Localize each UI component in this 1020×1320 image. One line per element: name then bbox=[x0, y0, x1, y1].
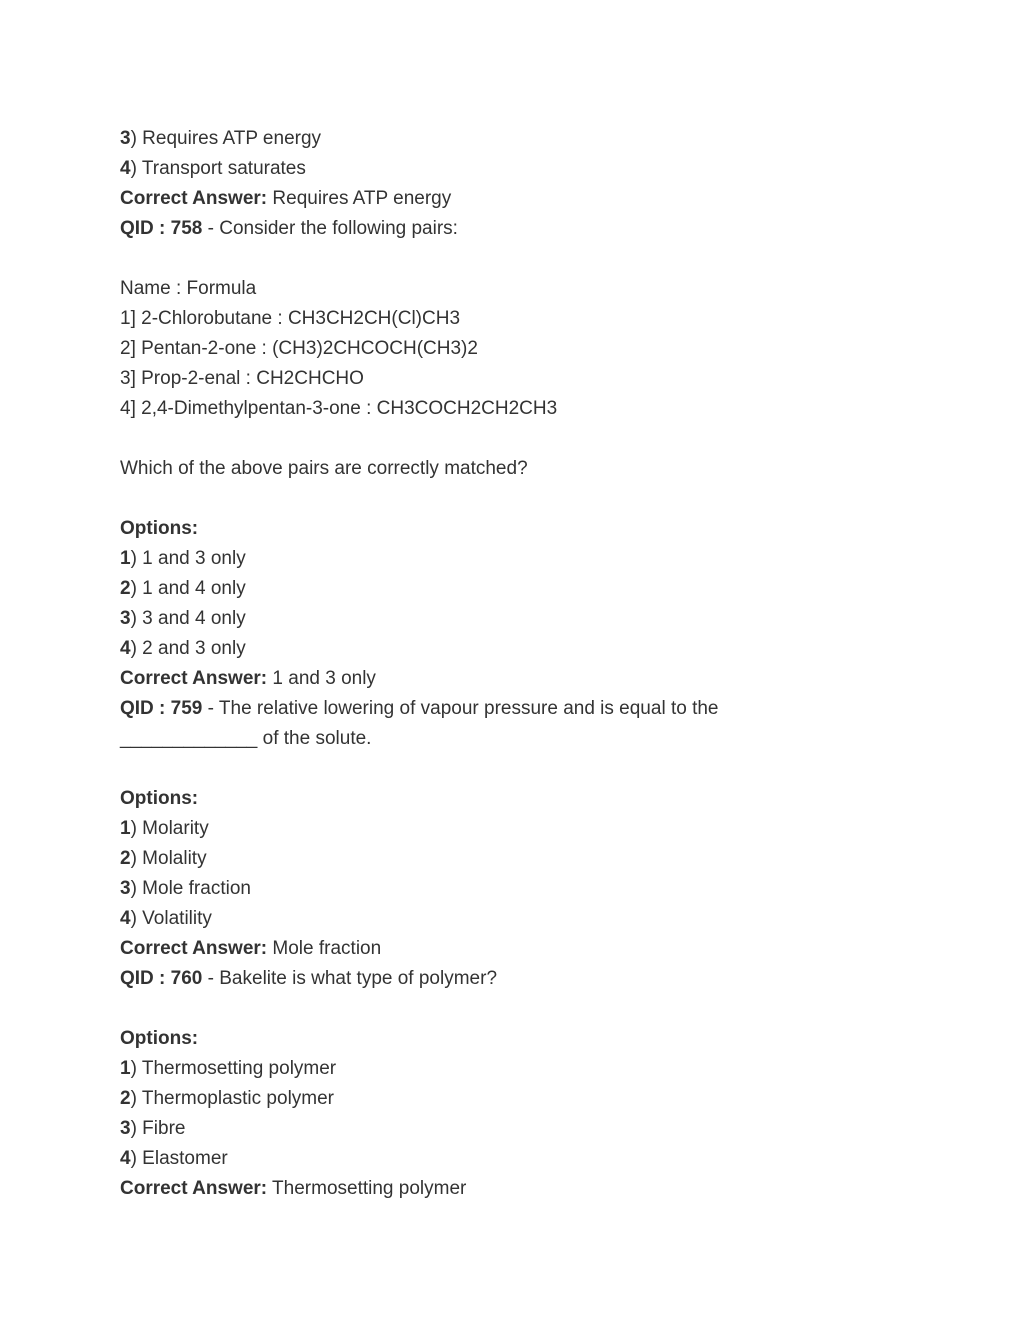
pair-item: 2] Pentan-2-one : (CH3)2CHCOCH(CH3)2 bbox=[120, 338, 478, 359]
option-line bbox=[120, 604, 900, 634]
options-label: Options: bbox=[120, 1028, 199, 1049]
option-text: ) Thermosetting polymer bbox=[130, 1058, 337, 1079]
qid-label: QID : 759 bbox=[120, 698, 203, 719]
blank-line bbox=[120, 754, 900, 784]
option-number: 4 bbox=[120, 908, 131, 929]
option-number: 4 bbox=[120, 158, 131, 179]
option-number: 2 bbox=[120, 848, 131, 869]
option-line bbox=[120, 634, 900, 664]
correct-answer-text: 1 and 3 only bbox=[267, 668, 376, 689]
option-line bbox=[120, 1084, 900, 1114]
correct-answer-text: Requires ATP energy bbox=[267, 188, 452, 209]
blank-line bbox=[120, 424, 900, 454]
correct-answer-line bbox=[120, 664, 900, 694]
correct-answer-label: Correct Answer: bbox=[120, 188, 268, 209]
correct-answer-label: Correct Answer: bbox=[120, 938, 268, 959]
pair-item: 1] 2-Chlorobutane : CH3CH2CH(Cl)CH3 bbox=[120, 308, 461, 329]
option-number: 2 bbox=[120, 578, 131, 599]
pair-item: 4] 2,4-Dimethylpentan-3-one : CH3COCH2CH2CH3 bbox=[120, 398, 558, 419]
correct-answer-label: Correct Answer: bbox=[120, 1178, 268, 1199]
option-text: ) 3 and 4 only bbox=[130, 608, 246, 629]
option-number: 4 bbox=[120, 638, 131, 659]
qid-label: QID : 760 bbox=[120, 968, 203, 989]
question-text: - The relative lowering of vapour pressure and is equal to the bbox=[202, 698, 719, 719]
correct-answer-line bbox=[120, 934, 900, 964]
option-line bbox=[120, 154, 900, 184]
correct-answer-text: Mole fraction bbox=[267, 938, 382, 959]
option-line bbox=[120, 544, 900, 574]
question-text-continued: _____________ of the solute. bbox=[120, 728, 372, 749]
question-text: - Consider the following pairs: bbox=[202, 218, 458, 239]
question-line bbox=[120, 694, 900, 724]
question-line bbox=[120, 214, 900, 244]
option-text: ) Transport saturates bbox=[130, 158, 306, 179]
option-line bbox=[120, 814, 900, 844]
correct-answer-label: Correct Answer: bbox=[120, 668, 268, 689]
option-text: ) Molarity bbox=[130, 818, 209, 839]
option-text: ) 1 and 3 only bbox=[130, 548, 246, 569]
option-text: ) Thermoplastic polymer bbox=[130, 1088, 335, 1109]
option-number: 3 bbox=[120, 128, 131, 149]
blank-line bbox=[120, 244, 900, 274]
question-text: - Bakelite is what type of polymer? bbox=[202, 968, 498, 989]
option-line bbox=[120, 904, 900, 934]
option-text: ) Mole fraction bbox=[130, 878, 251, 899]
options-label: Options: bbox=[120, 788, 199, 809]
question-prompt: Which of the above pairs are correctly matched? bbox=[120, 458, 528, 479]
option-number: 1 bbox=[120, 818, 131, 839]
option-line bbox=[120, 1054, 900, 1084]
option-number: 3 bbox=[120, 1118, 131, 1139]
option-line bbox=[120, 1114, 900, 1144]
option-number: 4 bbox=[120, 1148, 131, 1169]
option-number: 3 bbox=[120, 608, 131, 629]
correct-answer-line bbox=[120, 184, 900, 214]
option-text: ) Elastomer bbox=[130, 1148, 228, 1169]
option-number: 2 bbox=[120, 1088, 131, 1109]
option-text: ) 2 and 3 only bbox=[130, 638, 246, 659]
correct-answer-line bbox=[120, 1174, 900, 1204]
options-label: Options: bbox=[120, 518, 199, 539]
option-line bbox=[120, 844, 900, 874]
qid-label: QID : 758 bbox=[120, 218, 203, 239]
option-line bbox=[120, 874, 900, 904]
blank-line bbox=[120, 994, 900, 1024]
option-line bbox=[120, 124, 900, 154]
correct-answer-text: Thermosetting polymer bbox=[267, 1178, 467, 1199]
pair-item: 3] Prop-2-enal : CH2CHCHO bbox=[120, 368, 364, 389]
option-text: ) Molality bbox=[130, 848, 207, 869]
question-line bbox=[120, 964, 900, 994]
option-text: ) Volatility bbox=[130, 908, 212, 929]
option-text: ) Fibre bbox=[130, 1118, 186, 1139]
option-number: 1 bbox=[120, 1058, 131, 1079]
document-page bbox=[120, 124, 900, 1204]
option-number: 3 bbox=[120, 878, 131, 899]
blank-line bbox=[120, 484, 900, 514]
option-text: ) Requires ATP energy bbox=[130, 128, 322, 149]
option-line bbox=[120, 1144, 900, 1174]
option-number: 1 bbox=[120, 548, 131, 569]
option-text: ) 1 and 4 only bbox=[130, 578, 246, 599]
option-line bbox=[120, 574, 900, 604]
pairs-header: Name : Formula bbox=[120, 278, 257, 299]
